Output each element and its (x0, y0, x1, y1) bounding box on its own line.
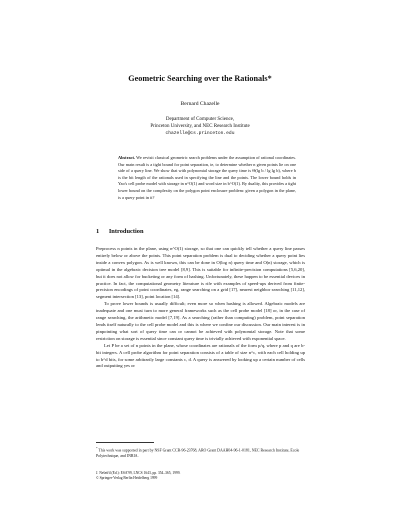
footnote-text: This work was supported in part by NSF Grant CCR-96-23768, ARO Grant DAAH04-96-1-0181, NEC Research Institute, Ecole Polytechnique, and INRIA. (96, 448, 300, 458)
body-paragraph-2: To prove lower bounds is usually difficult; even more so when hashing is allowed. Algebraic models are inadequate and one must turn to more general frameworks such as the cell probe model [18] or, in the case of range searching, the arithmetic model [7,19]. As a searching (rather than computing) problem, point separation lends itself naturally to the cell probe model and this is where we confine our discussion. Our main interest is in pinpointing what sort of query time can or cannot be achieved with polynomial storage. Note that some restriction on storage is essential since constant query time is trivially achieved with exponential space. (96, 301, 305, 341)
section-title: Introduction (108, 228, 144, 235)
body-paragraph-3: Let P be a set of n points in the plane, whose coordinates are rationals of the form p/q, where p and q are b-bit integers. A cell probe algorithm for point separation consists of a table of size n^c, with each cell holding up to b^d bits, for some arbitrarily large constants c, d. A query is answered by looking up a certain number of cells and outputting yes or (96, 342, 305, 369)
affiliation-line-2: Princeton University, and NEC Research Institute (150, 124, 250, 130)
affiliation-line-1: Department of Computer Science, (165, 117, 235, 122)
author-name: Bernard Chazelle (180, 101, 220, 107)
footnote-divider (96, 442, 154, 443)
paper-title: Geometric Searching over the Rationals* (128, 74, 272, 83)
colophon (96, 471, 305, 482)
body-text (96, 246, 305, 370)
abstract-label: Abstract. (118, 155, 136, 160)
footnote (96, 446, 305, 459)
abstract-text: We revisit classical geometric search problems under the assumption of rational coordinates. Our main result is a tight bound for point separation, ie, to determine whether n given points lie on one side of a query line. We show that with polynomial storage the query time is Θ(lg b / lg lg b), where b is the bit length of the rationals used in specifying the line and the points. The lower bound holds in Yao's cell probe model with storage in n^O(1) and word size in b^O(1). By duality, this provides a tight lower bound on the complexity on the polygon point enclosure problem: given a polygon in the plane, is a query point in it? (118, 155, 296, 200)
affiliation-block (0, 116, 400, 138)
body-paragraph-1: Preprocess n points in the plane, using n^O(1) storage, so that one can quickly tell whether a query line passes entirely below or above the points. This point separation problem is dual to deciding whether a query point lies inside a convex polygon. As is well known, this can be done in O(log n) query time and O(n) storage, which is optimal in the algebraic decision tree model [8,9]. This is suitable for infinite-precision computations [5,6,20], but it does not allow for bucketing or any form of hashing. Unfortunately, these happen to be essential devices in practice. In fact, the computational geometry literature is rife with examples of speed-ups derived from finite-precision encodings of point coordinates, eg, range searching on a grid [17], nearest neighbor searching [11,12], segment intersection [13], point location [14]. (96, 246, 305, 300)
colophon-citation: J. Nešetřil (Ed.): ESA'99, LNCS 1643, pp. 354–365, 1999. (96, 471, 181, 475)
section-heading (96, 228, 144, 235)
section-number: 1 (96, 228, 100, 235)
abstract (118, 155, 296, 201)
author-email: chazelle@cs.princeton.edu (165, 131, 235, 137)
colophon-copyright: © Springer-Verlag Berlin Heidelberg 1999 (96, 476, 158, 481)
footnote-mark: * (96, 446, 98, 450)
